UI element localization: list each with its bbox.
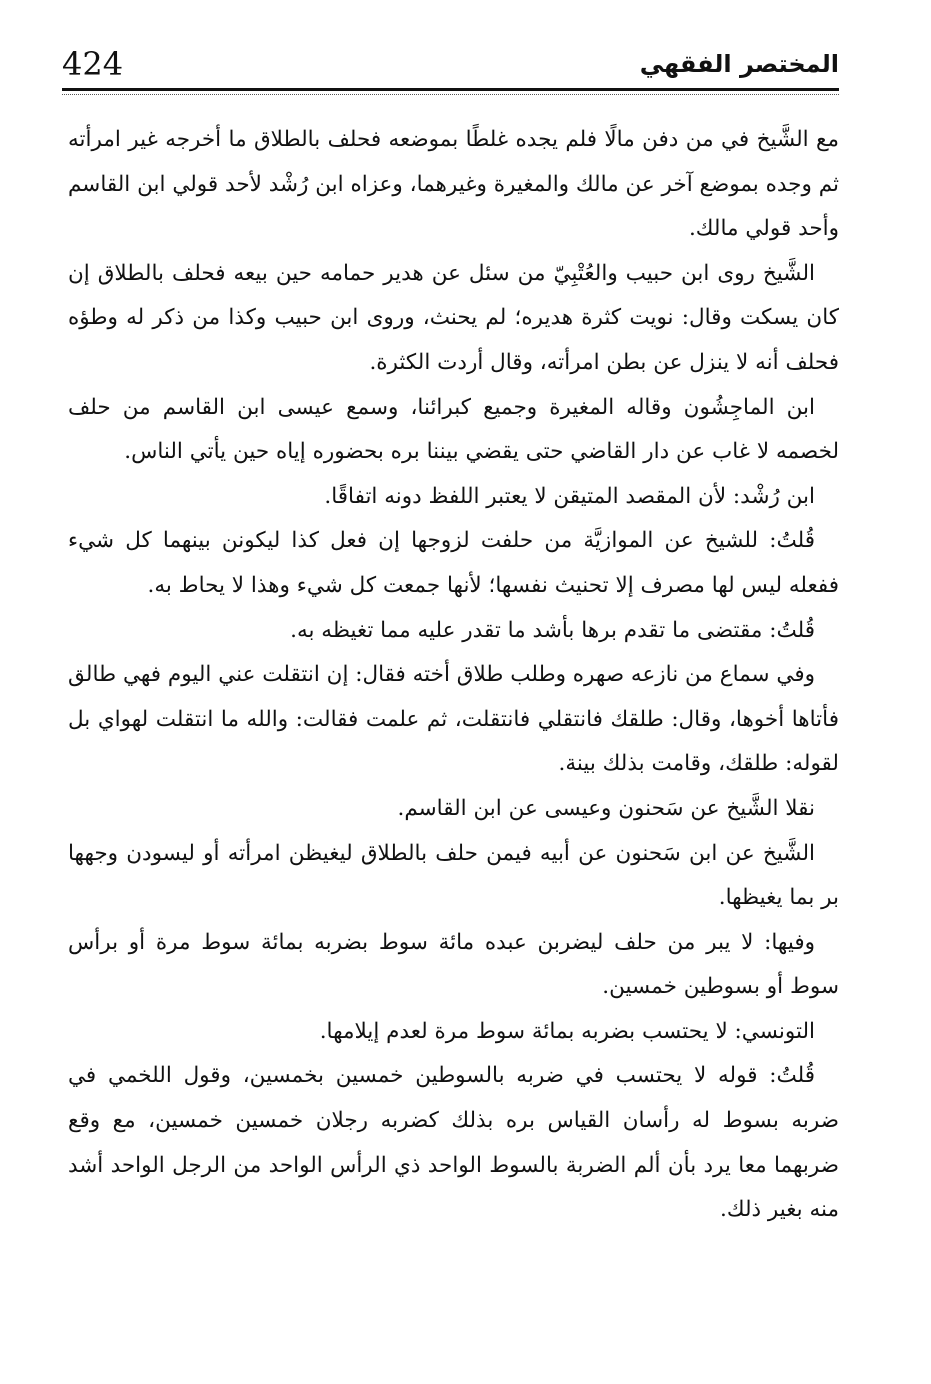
- page-number: 424: [62, 45, 124, 83]
- header-rule: [62, 88, 839, 91]
- paragraph: التونسي: لا يحتسب بضربه بمائة سوط مرة لعدم إيلامها.: [319, 1018, 815, 1044]
- paragraph: نقلا الشَّيخ عن سَحنون وعيسى عن ابن القاسم.: [397, 795, 815, 821]
- paragraph: قُلتُ: قوله لا يحتسب في ضربه بالسوطين خمسين بخمسين، وقول اللخمي في ضربه بسوط له رأسان القياس بره بذلك كضربه رجلان خمسين خمسين، مع وقع ضربهما معا يرد بأن ألم الضربة بالسوط الواحد ذي الرأس الواحد من الرجل الواحد أشد منه بغير ذلك.: [68, 1063, 839, 1223]
- header-rule-dotted: [62, 94, 839, 96]
- paragraph: وفيها: لا يبر من حلف ليضربن عبده مائة سوط بضربه بمائة سوط مرة أو برأس سوط أو بسوطين خمسين.: [68, 929, 839, 1000]
- paragraph: ابن رُشْد: لأن المقصد المتيقن لا يعتبر اللفظ دونه اتفاقًا.: [324, 483, 815, 509]
- page-header: [62, 44, 839, 94]
- running-title: المختصر الفقهي: [639, 50, 839, 78]
- paragraph: الشَّيخ روى ابن حبيب والعُتْبِيّ من سئل عن هدير حمامه حين بيعه فحلف بالطلاق إن كان يسكت وقال: نويت كثرة هديره؛ لم يحنث، وروى ابن حبيب وكذا من ذكر له وطؤه فحلف أنه لا ينزل عن بطن امرأته، وقال أردت الكثرة.: [68, 260, 839, 375]
- paragraph: قُلتُ: للشيخ عن الموازيَّة من حلفت لزوجها إن فعل كذا ليكونن بينهما كل شيء ففعله ليس لها مصرف إلا تحنيث نفسها؛ لأنها جمعت كل شيء وهذا لا يحاط به.: [68, 528, 839, 598]
- body-text: [68, 118, 839, 1233]
- paragraph: ابن الماجِشُون وقاله المغيرة وجميع كبرائنا، وسمع عيسى ابن القاسم من حلف لخصمه لا غاب عن دار القاضي حتى يقضي بيننا بره بحضوره إياه حين يأتي الناس.: [68, 394, 839, 465]
- paragraph: وفي سماع من نازعه صهره وطلب طلاق أخته فقال: إن انتقلت عني اليوم فهي طالق فأتاها أخوها، وقال: طلقك فانتقلي فانتقلت، ثم علمت فقالت: والله ما انتقلت لهواي بل لقوله: طلقك، وقامت بذلك بينة.: [68, 662, 839, 777]
- paragraph: الشَّيخ عن ابن سَحنون عن أبيه فيمن حلف بالطلاق ليغيظن امرأته أو ليسودن وجهها بر بما يغيظها.: [68, 840, 839, 911]
- paragraph: قُلتُ: مقتضى ما تقدم برها بأشد ما تقدر عليه مما تغيظه به.: [290, 617, 815, 643]
- paragraph: مع الشَّيخ في من دفن مالًا فلم يجده غلطًا بموضعه فحلف بالطلاق ما أخرجه غير امرأته ثم وجده بموضع آخر عن مالك والمغيرة وغيرهما، وعزاه ابن رُشْد لأحد قولي ابن القاسم وأحد قولي مالك.: [68, 127, 839, 242]
